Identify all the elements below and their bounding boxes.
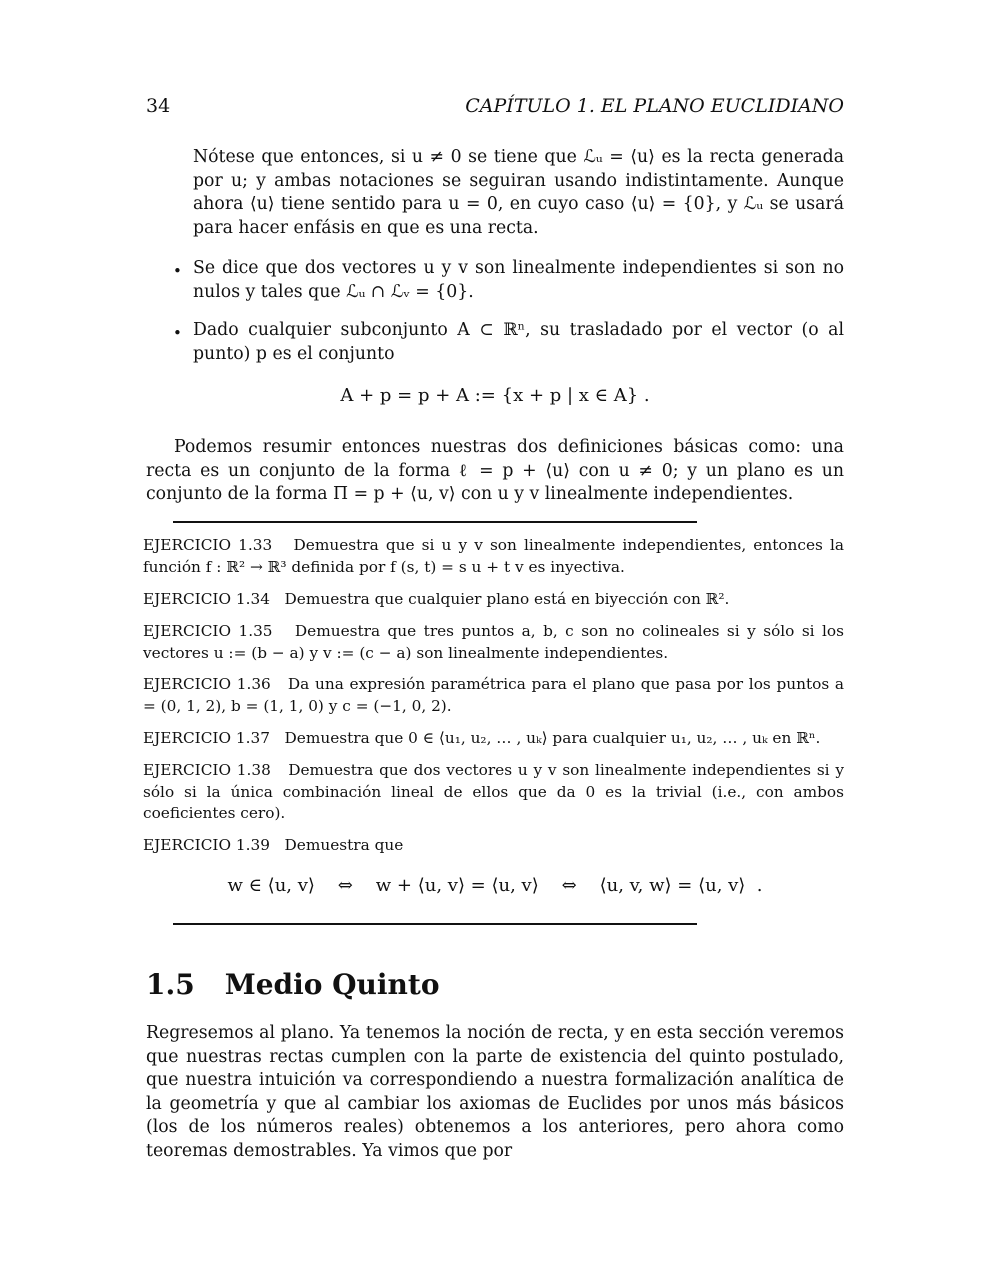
bullet-marker: •	[173, 324, 182, 342]
bullet-item: Dado cualquier subconjunto A ⊂ ℝⁿ, su trasladado por el vector (o al punto) p es el conjunto	[193, 320, 844, 364]
exercise	[143, 589, 844, 611]
exercise-label: EJERCICIO 1.34	[143, 590, 270, 608]
exercise-text: Demuestra que 0 ∈ ⟨u₁, u₂, … , uₖ⟩ para cualquier u₁, u₂, … , uₖ en ℝⁿ.	[284, 729, 821, 747]
section-paragraph: Regresemos al plano. Ya tenemos la noción de recta, y en esta sección veremos que nuestras rectas cumplen con la parte de existencia del quinto postulado, que nuestra intuición va correspondiendo a nuestra formalización analítica de la geometría y que al cambiar los axiomas de Euclides por unos más básicos (los de los números reales) obtenemos a los anteriores, pero ahora como teoremas demostrables. Ya vimos que por	[146, 1023, 844, 1161]
divider-rule	[173, 521, 697, 523]
exercise	[143, 728, 844, 750]
running-header: CAPÍTULO 1. EL PLANO EUCLIDIANO	[465, 95, 844, 117]
display-formula: w ∈ ⟨u, v⟩ ⇔ w + ⟨u, v⟩ = ⟨u, v⟩ ⇔ ⟨u, v, w⟩ = ⟨u, v⟩ .	[227, 875, 763, 896]
exercise-text: Demuestra que	[284, 836, 404, 854]
exercise-text: Demuestra que tres puntos a, b, c son no colineales si y sólo si los vectores u := (b − a) y v := (c − a) son linealmente independientes.	[143, 622, 844, 662]
exercise	[143, 760, 844, 825]
bullet-item: Se dice que dos vectores u y v son linealmente independientes si son no nulos y tales que ℒᵤ ∩ ℒᵥ = {0}.	[193, 258, 844, 302]
exercise	[143, 835, 844, 857]
bullet-marker: •	[173, 262, 182, 280]
section-title: Medio Quinto	[224, 968, 440, 1001]
exercise-label: EJERCICIO 1.37	[143, 729, 270, 747]
exercise	[143, 535, 844, 578]
exercise-label: EJERCICIO 1.33	[143, 536, 273, 554]
section-number: 1.5	[146, 968, 195, 1001]
exercise-text: Demuestra que si u y v son linealmente independientes, entonces la función f : ℝ² → ℝ³ definida por f (s, t) = s u + t v es inyectiva.	[143, 536, 844, 576]
page-number: 34	[146, 95, 171, 117]
display-formula: A + p = p + A := {x + p | x ∈ A} .	[340, 385, 650, 406]
exercise-label: EJERCICIO 1.38	[143, 761, 271, 779]
exercise-text: Demuestra que dos vectores u y v son linealmente independientes si y sólo si la única combinación lineal de ellos que da 0 es la trivial (i.e., con ambos coeficientes cero).	[143, 761, 844, 822]
exercise	[143, 621, 844, 664]
exercise-text: Demuestra que cualquier plano está en biyección con ℝ².	[284, 590, 730, 608]
exercise-text: Da una expresión paramétrica para el plano que pasa por los puntos a = (0, 1, 2), b = (1, 1, 0) y c = (−1, 0, 2).	[143, 675, 844, 715]
exercise	[143, 674, 844, 717]
exercise-label: EJERCICIO 1.36	[143, 675, 271, 693]
divider-rule	[173, 923, 697, 925]
exercise-label: EJERCICIO 1.39	[143, 836, 270, 854]
exercise-label: EJERCICIO 1.35	[143, 622, 273, 640]
intro-paragraph: Nótese que entonces, si u ≠ 0 se tiene que ℒᵤ = ⟨u⟩ es la recta generada por u; y ambas notaciones se seguiran usando indistintamente. Aunque ahora ⟨u⟩ tiene sentido para u = 0, en cuyo caso ⟨u⟩ = {0}, y ℒᵤ se usará para hacer enfásis en que es una recta.	[193, 147, 844, 238]
section-heading	[146, 968, 470, 1001]
summary-paragraph: Podemos resumir entonces nuestras dos definiciones básicas como: una recta es un conjunto de la forma ℓ = p + ⟨u⟩ con u ≠ 0; y un plano es un conjunto de la forma Π = p + ⟨u, v⟩ con u y v linealmente independientes.	[146, 437, 844, 504]
